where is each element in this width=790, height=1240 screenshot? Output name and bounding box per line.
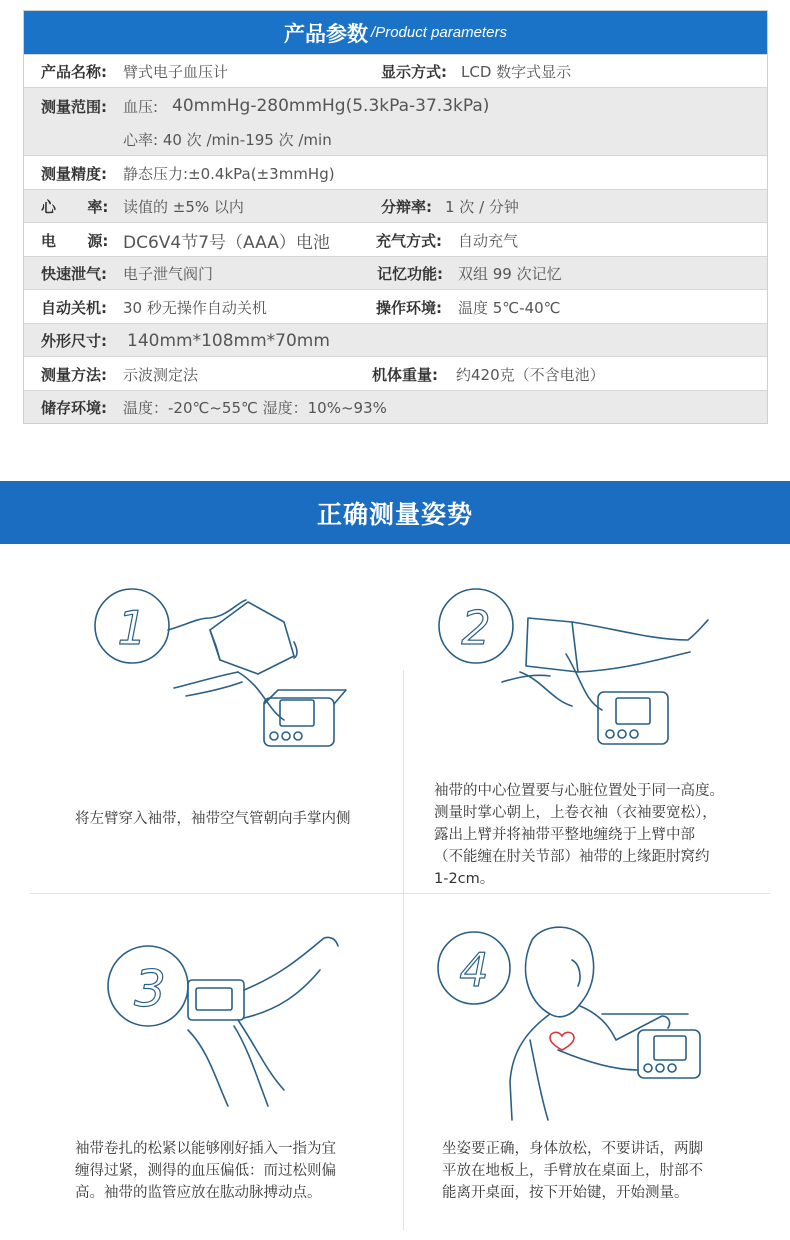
step-number: 1 xyxy=(117,601,147,655)
param-label: 电 源: xyxy=(41,231,109,250)
step-line: （不能缠在肘关节部）袖带的上缘距肘窝约 xyxy=(434,849,710,865)
step-line: 平放在地板上，手臂放在桌面上，肘部不 xyxy=(442,1163,703,1179)
param-label: 显示方式: xyxy=(381,63,447,81)
param-value: LCD 数字式显示 xyxy=(461,63,572,81)
param-row xyxy=(24,256,767,289)
step-number: 4 xyxy=(459,943,489,997)
step-line: 袖带卷扎的松紧以能够刚好插入一指为宜 xyxy=(75,1141,336,1157)
step-line: 袖带的中心位置要与心脏位置处于同一高度。 xyxy=(434,783,724,799)
param-row xyxy=(24,155,767,189)
param-label: 储存环境: xyxy=(41,399,107,417)
param-label: 快速泄气: xyxy=(41,265,107,283)
grid-divider-vertical xyxy=(403,670,404,1230)
param-value: 温度 5℃-40℃ xyxy=(458,298,561,317)
step-line: 露出上臂并将袖带平整地缠绕于上臂中部 xyxy=(434,827,695,843)
step-4-illustration xyxy=(432,920,732,1130)
step-line: 1-2cm。 xyxy=(434,871,495,887)
param-value: 1 次 / 分钟 xyxy=(445,198,519,216)
param-label: 心 率: xyxy=(41,198,109,216)
param-value-range: 40mmHg-280mmHg(5.3kPa-37.3kPa) xyxy=(172,96,490,116)
posture-title: 正确测量姿势 xyxy=(316,499,473,529)
param-row xyxy=(24,222,767,256)
step-2-illustration xyxy=(432,580,732,760)
param-value: 30 秒无操作自动关机 xyxy=(123,298,267,317)
param-value: 静态压力:±0.4kPa(±3mmHg) xyxy=(123,164,335,183)
step-line: 坐姿要正确，身体放松，不要讲话，两脚 xyxy=(442,1141,703,1157)
param-label: 产品名称: xyxy=(41,63,107,81)
grid-divider-horizontal xyxy=(30,893,770,894)
step-number: 2 xyxy=(461,601,491,655)
step-line: 高。袖带的监管应放在肱动脉搏动点。 xyxy=(75,1185,322,1201)
step-number: 3 xyxy=(134,960,166,1018)
param-row xyxy=(24,189,767,222)
param-value: 读值的 ±5% 以内 xyxy=(123,198,244,216)
param-label: 记忆功能: xyxy=(377,265,443,283)
step-3-text xyxy=(75,1138,395,1204)
param-row xyxy=(24,390,767,423)
param-value: DC6V4节7号（AAA）电池 xyxy=(123,232,330,253)
param-value: 140mm*108mm*70mm xyxy=(127,330,330,351)
params-header xyxy=(24,11,767,54)
param-label: 机体重量: xyxy=(372,365,438,384)
param-row xyxy=(24,87,767,155)
step-4-text xyxy=(442,1138,762,1204)
param-value-heart-rate: 心率: 40 次 /min-195 次 /min xyxy=(123,130,332,149)
param-row xyxy=(24,356,767,390)
param-value: 示波测定法 xyxy=(123,365,199,384)
step-2-text xyxy=(434,780,774,890)
param-value: 约420克（不含电池） xyxy=(456,365,605,384)
step-3-illustration xyxy=(88,930,378,1120)
param-value: 双组 99 次记忆 xyxy=(458,265,562,283)
param-label: 测量精度: xyxy=(41,164,107,183)
param-label: 测量范围: xyxy=(41,97,107,116)
param-label: 操作环境: xyxy=(376,298,442,317)
step-line: 缠得过紧，测得的血压偏低：而过松则偏 xyxy=(75,1163,336,1179)
param-value: 温度：-20℃~55℃ 湿度：10%~93% xyxy=(123,399,387,417)
param-value: 自动充气 xyxy=(458,231,519,250)
product-parameters-table xyxy=(23,10,768,424)
step-1-illustration xyxy=(88,580,348,760)
param-row xyxy=(24,323,767,356)
param-row xyxy=(24,54,767,87)
param-label: 充气方式: xyxy=(376,231,442,250)
param-value: 电子泄气阀门 xyxy=(123,265,214,283)
step-line: 能离开桌面，按下开始键，开始测量。 xyxy=(442,1185,689,1201)
posture-banner xyxy=(0,481,790,544)
step-line: 测量时掌心朝上，上卷衣袖（衣袖要宽松）， xyxy=(434,805,717,821)
param-value: 臂式电子血压计 xyxy=(123,63,229,81)
step-1-text xyxy=(75,808,395,830)
heart-icon xyxy=(550,1032,574,1050)
param-label: 测量方法: xyxy=(41,365,107,384)
param-label: 外形尺寸: xyxy=(41,332,107,350)
step-line: 将左臂穿入袖带，袖带空气管朝向手掌内侧 xyxy=(75,811,351,827)
param-row xyxy=(24,289,767,323)
param-label: 分辩率: xyxy=(381,198,432,216)
param-value: 血压: xyxy=(123,97,159,116)
param-label: 自动关机: xyxy=(41,298,107,317)
params-title: 产品参数 xyxy=(284,21,369,46)
params-subtitle: /Product parameters xyxy=(371,24,507,41)
